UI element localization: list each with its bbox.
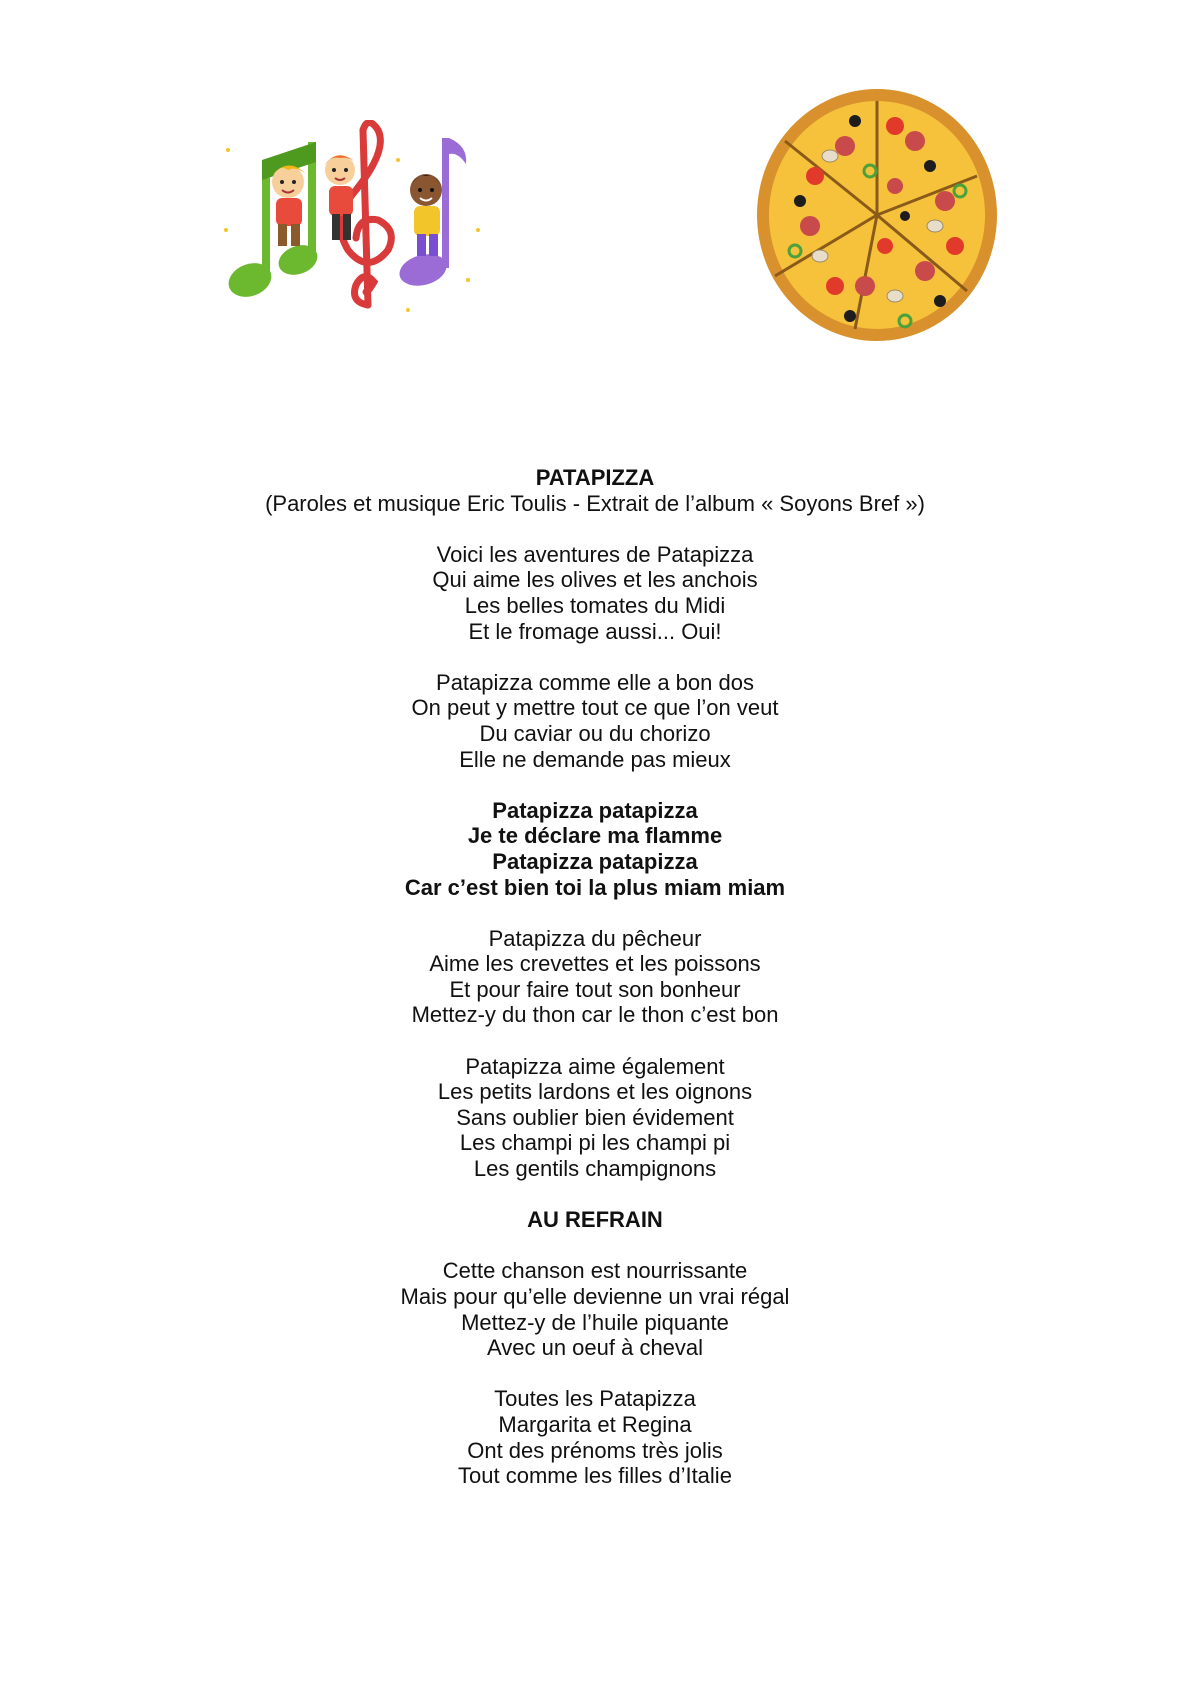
lyric-line: Car c’est bien toi la plus miam miam bbox=[404, 874, 786, 900]
lyric-line: Patapizza patapizza bbox=[492, 848, 698, 874]
lyric-line: Les belles tomates du Midi bbox=[464, 592, 726, 618]
lyric-line: Du caviar ou du chorizo bbox=[479, 720, 711, 746]
lyric-line: Patapizza aime également bbox=[465, 1053, 725, 1079]
lyric-line: Margarita et Regina bbox=[498, 1411, 692, 1437]
lyric-line: Mettez-y du thon car le thon c’est bon bbox=[411, 1002, 779, 1028]
lyric-line: Voici les aventures de Patapizza bbox=[436, 541, 754, 567]
lyric-line: Qui aime les olives et les anchois bbox=[432, 567, 758, 593]
lyric-line: Mais pour qu’elle devienne un vrai régal bbox=[400, 1284, 790, 1309]
lyric-line: Cette chanson est nourrissante bbox=[442, 1258, 748, 1284]
verse-stanza bbox=[0, 1386, 1190, 1488]
lyric-line: Sans oublier bien évidement bbox=[456, 1104, 734, 1130]
lyric-line: Et le fromage aussi... Oui! bbox=[468, 618, 722, 644]
lyric-line: Patapizza du pêcheur bbox=[488, 925, 702, 951]
stanza-list bbox=[0, 542, 1190, 1489]
pizza-illustration bbox=[755, 86, 1000, 344]
lyric-line: Patapizza patapizza bbox=[492, 797, 698, 823]
verse-stanza bbox=[0, 1258, 1190, 1360]
refrain-stanza bbox=[0, 798, 1190, 900]
verse-stanza bbox=[0, 670, 1190, 772]
lyric-line: On peut y mettre tout ce que l’on veut bbox=[411, 695, 779, 721]
lyric-line: Mettez-y de l’huile piquante bbox=[461, 1309, 729, 1335]
lyric-line: Les petits lardons et les oignons bbox=[437, 1079, 753, 1105]
lyric-line: Et pour faire tout son bonheur bbox=[449, 976, 741, 1002]
green-note-icon bbox=[224, 142, 322, 303]
lyric-line: AU REFRAIN bbox=[527, 1207, 663, 1233]
lyric-line: Les champi pi les champi pi bbox=[459, 1130, 731, 1156]
child-yellow-hair-icon bbox=[272, 165, 306, 246]
lyric-line: Avec un oeuf à cheval bbox=[486, 1335, 704, 1361]
lyric-line: Tout comme les filles d’Italie bbox=[458, 1463, 732, 1489]
lyrics-text bbox=[0, 465, 1190, 1489]
lyric-line: Ont des prénoms très jolis bbox=[467, 1437, 723, 1463]
verse-stanza bbox=[0, 1054, 1190, 1182]
verse-stanza bbox=[0, 542, 1190, 644]
lyric-line: Elle ne demande pas mieux bbox=[459, 746, 731, 772]
song-title: PATAPIZZA bbox=[535, 465, 655, 490]
child-dark-hair-icon bbox=[410, 174, 442, 256]
song-credits: (Paroles et musique Eric Toulis - Extrait de l’album « Soyons Bref ») bbox=[265, 490, 925, 516]
kids-music-notes-illustration bbox=[218, 120, 498, 320]
refrain-stanza bbox=[0, 1207, 1190, 1233]
lyric-line: Patapizza comme elle a bon dos bbox=[436, 669, 754, 695]
lyric-line: Toutes les Patapizza bbox=[494, 1386, 696, 1412]
lyric-line: Les gentils champignons bbox=[473, 1156, 717, 1182]
verse-stanza bbox=[0, 926, 1190, 1028]
lyric-line: Je te déclare ma flamme bbox=[467, 823, 723, 849]
lyric-line: Aime les crevettes et les poissons bbox=[429, 951, 761, 977]
